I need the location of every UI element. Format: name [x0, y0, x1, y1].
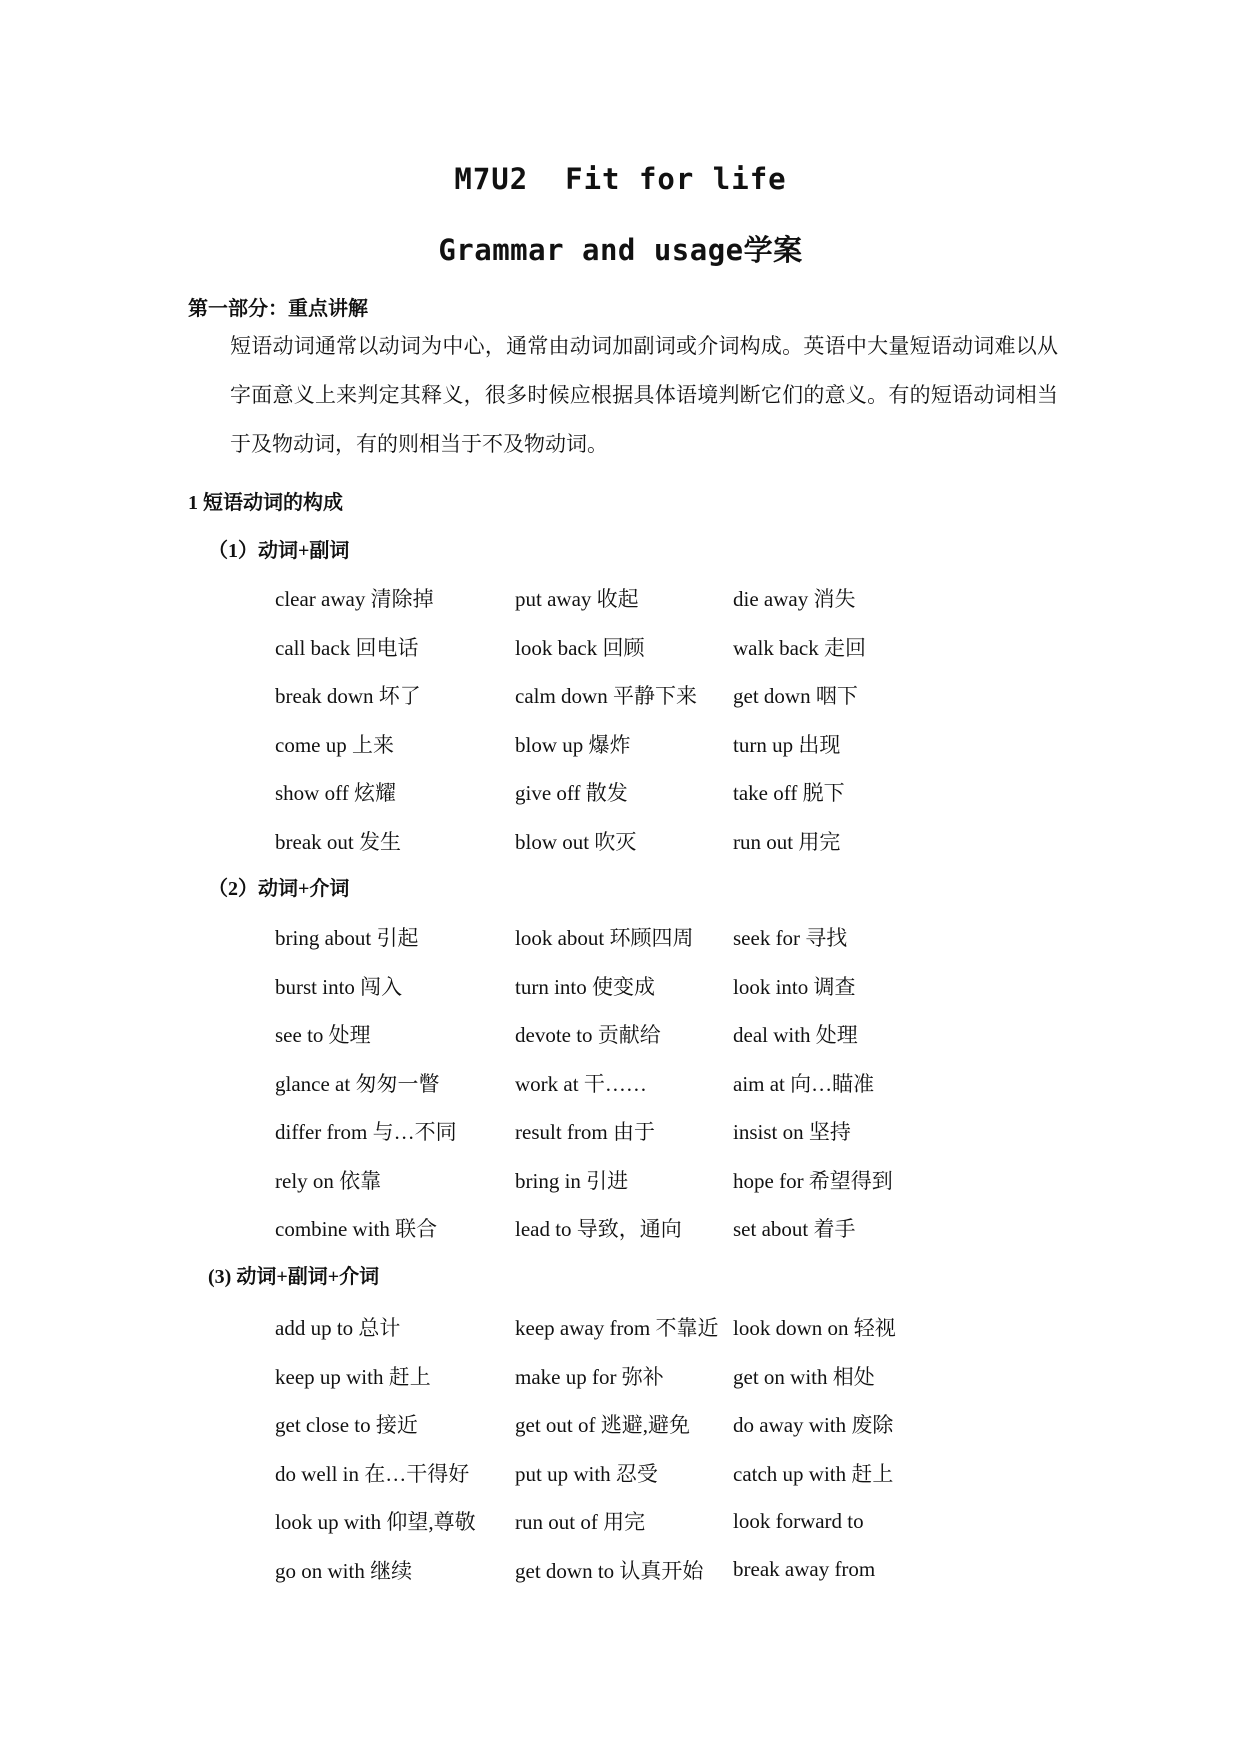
list-item: give off 散发	[515, 781, 628, 806]
list-item: set about 着手	[733, 1217, 856, 1242]
list-item: keep away from 不靠近	[515, 1316, 719, 1341]
list-item: differ from 与…不同	[275, 1120, 457, 1145]
list-item: go on with 继续	[275, 1558, 413, 1583]
list-item: aim at 向…瞄准	[733, 1071, 875, 1096]
list-item: burst into 闯入	[275, 974, 403, 999]
list-item: come up 上来	[275, 732, 394, 757]
list-item: insist on 坚持	[733, 1120, 851, 1145]
list-item: devote to 贡献给	[515, 1023, 661, 1048]
list-item: blow up 爆炸	[515, 732, 631, 757]
list-item: break down 坏了	[275, 684, 421, 709]
list-item: call back 回电话	[275, 635, 419, 660]
list-item: break away from	[733, 1557, 876, 1582]
list-item: put away 收起	[515, 587, 639, 612]
group3-heading: (3) 动词+副词+介词	[208, 1266, 380, 1288]
list-item: get on with 相处	[733, 1364, 875, 1389]
group2-list	[275, 913, 953, 1253]
group1-heading: （1）动词+副词	[208, 540, 350, 562]
list-item: look about 环顾四周	[515, 926, 694, 951]
list-item: hope for 希望得到	[733, 1168, 893, 1193]
list-item: look back 回顾	[515, 635, 645, 660]
list-item: keep up with 赶上	[275, 1364, 431, 1389]
list-item: break out 发生	[275, 829, 401, 854]
intro-paragraph	[188, 322, 1058, 469]
list-item: get out of 逃避,避免	[515, 1413, 690, 1438]
list-item: add up to 总计	[275, 1316, 401, 1341]
list-item: turn into 使变成	[515, 974, 655, 999]
group1-list	[275, 574, 953, 865]
list-item: catch up with 赶上	[733, 1461, 894, 1486]
list-item: take off 脱下	[733, 781, 845, 806]
list-item: glance at 匆匆一瞥	[275, 1071, 440, 1096]
list-item: look into 调查	[733, 974, 856, 999]
list-item: run out 用完	[733, 829, 841, 854]
list-item: combine with 联合	[275, 1217, 438, 1242]
list-item: walk back 走回	[733, 635, 866, 660]
list-item: rely on 依靠	[275, 1168, 382, 1193]
list-item: seek for 寻找	[733, 926, 848, 951]
subtitle-english: Grammar and usage	[438, 233, 744, 267]
list-item: work at 干……	[515, 1071, 647, 1096]
list-item: look up with 仰望,尊敬	[275, 1510, 476, 1535]
document-subtitle	[0, 228, 1241, 269]
list-item: blow out 吹灭	[515, 829, 637, 854]
list-item: result from 由于	[515, 1120, 655, 1145]
list-item: deal with 处理	[733, 1023, 858, 1048]
group3-list	[275, 1303, 953, 1594]
list-item: do away with 废除	[733, 1413, 894, 1438]
list-item: look down on 轻视	[733, 1316, 896, 1341]
list-item: run out of 用完	[515, 1510, 646, 1535]
list-item: show off 炫耀	[275, 781, 396, 806]
list-item: see to 处理	[275, 1023, 371, 1048]
list-item: bring about 引起	[275, 926, 419, 951]
list-item: bring in 引进	[515, 1168, 629, 1193]
list-item: die away 消失	[733, 587, 856, 612]
intro-paragraph-text: 短语动词通常以动词为中心，通常由动词加副词或介词构成。英语中大量短语动词难以从字面意义上来判定其释义，很多时候应根据具体语境判断它们的意义。有的短语动词相当于及物动词，有的则相当于不及物动词。	[230, 334, 1058, 456]
list-item: get down 咽下	[733, 684, 858, 709]
list-item: turn up 出现	[733, 732, 841, 757]
part1-heading: 第一部分：重点讲解	[188, 298, 368, 320]
section1-heading: 1 短语动词的构成	[188, 492, 343, 514]
subtitle-chinese: 学案	[743, 233, 803, 267]
list-item: get down to 认真开始	[515, 1558, 704, 1583]
group2-heading: （2）动词+介词	[208, 878, 350, 900]
list-item: look forward to	[733, 1508, 864, 1533]
list-item: do well in 在…干得好	[275, 1461, 470, 1486]
list-item: get close to 接近	[275, 1413, 418, 1438]
list-item: put up with 忍受	[515, 1461, 658, 1486]
list-item: make up for 弥补	[515, 1364, 664, 1389]
list-item: clear away 清除掉	[275, 587, 434, 612]
document-title: M7U2 Fit for life	[454, 162, 787, 196]
list-item: calm down 平静下来	[515, 684, 697, 709]
list-item: lead to 导致，通向	[515, 1217, 682, 1242]
